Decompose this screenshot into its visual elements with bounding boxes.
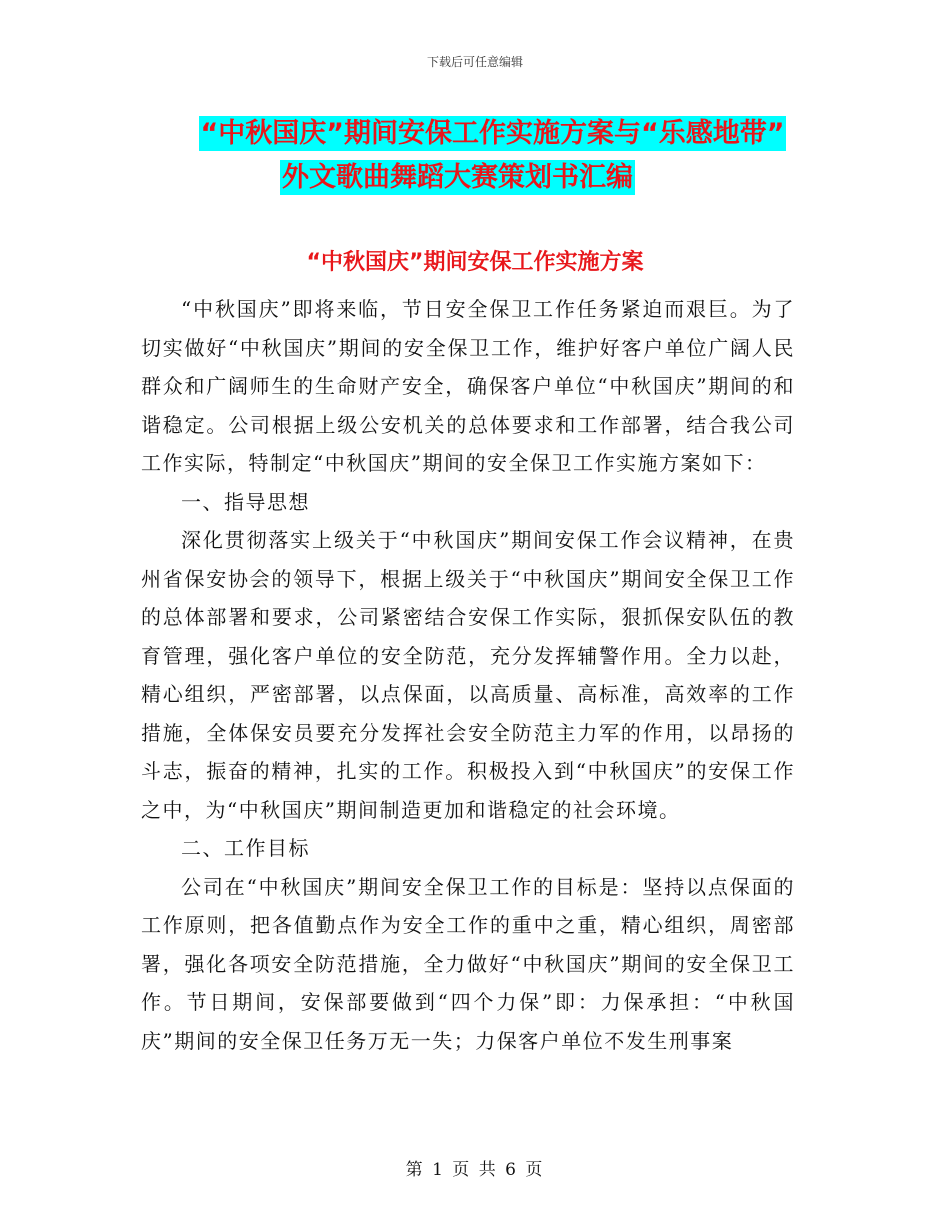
heading-work-goals: 二、工作目标 <box>181 836 310 860</box>
document-title <box>0 112 950 200</box>
heading-guiding-ideology: 一、指导思想 <box>181 489 310 514</box>
title-line-1: “中秋国庆”期间安保工作实施方案与“乐感地带” <box>200 118 785 149</box>
paragraph-guiding-ideology: 深化贯彻落实上级关于“中秋国庆”期间安保工作会议精神，在贵州省保安协会的领导下，根据上级关于“中秋国庆”期间安全保卫工作的总体部署和要求，公司紧密结合安保工作实际，狠抓保安队伍的教育管理，强化客户单位的安全防范，充分发挥辅警作用。全力以赴，精心组织，严密部署，以点保面，以高质量、高标准，高效率的工作措施，全体保安员要充分发挥社会安全防范主力军的作用，以昂扬的斗志，振奋的精神，扎实的工作。积极投入到“中秋国庆”的安保工作之中，为“中秋国庆”期间制造更加和谐稳定的社会环境。 <box>141 528 795 822</box>
paragraph-intro: “中秋国庆”即将来临，节日安全保卫工作任务紧迫而艰巨。为了切实做好“中秋国庆”期间的安全保卫工作，维护好客户单位广阔人民群众和广阔师生的生命财产安全，确保客户单位“中秋国庆”期间的和谐稳定。公司根据上级公安机关的总体要求和工作部署，结合我公司工作实际，特制定“中秋国庆”期间的安全保卫工作实施方案如下： <box>141 297 795 475</box>
document-body <box>141 290 795 1060</box>
page-number: 第 1 页 共 6 页 <box>405 1160 545 1180</box>
paragraph-work-goals: 公司在“中秋国庆”期间安全保卫工作的目标是：坚持以点保面的工作原则，把各值勤点作为安全工作的重中之重，精心组织，周密部署，强化各项安全防范措施，全力做好“中秋国庆”期间的安全保卫工作。节日期间，安保部要做到“四个力保”即：力保承担：“中秋国庆”期间的安全保卫任务万无一失；力保客户单位不发生刑事案 <box>141 874 795 1053</box>
page-header-note: 下载后可任意编辑 <box>426 55 523 69</box>
title-line-2: 外文歌曲舞蹈大赛策划书汇编 <box>282 162 633 193</box>
section-title: “中秋国庆”期间安保工作实施方案 <box>306 250 644 275</box>
